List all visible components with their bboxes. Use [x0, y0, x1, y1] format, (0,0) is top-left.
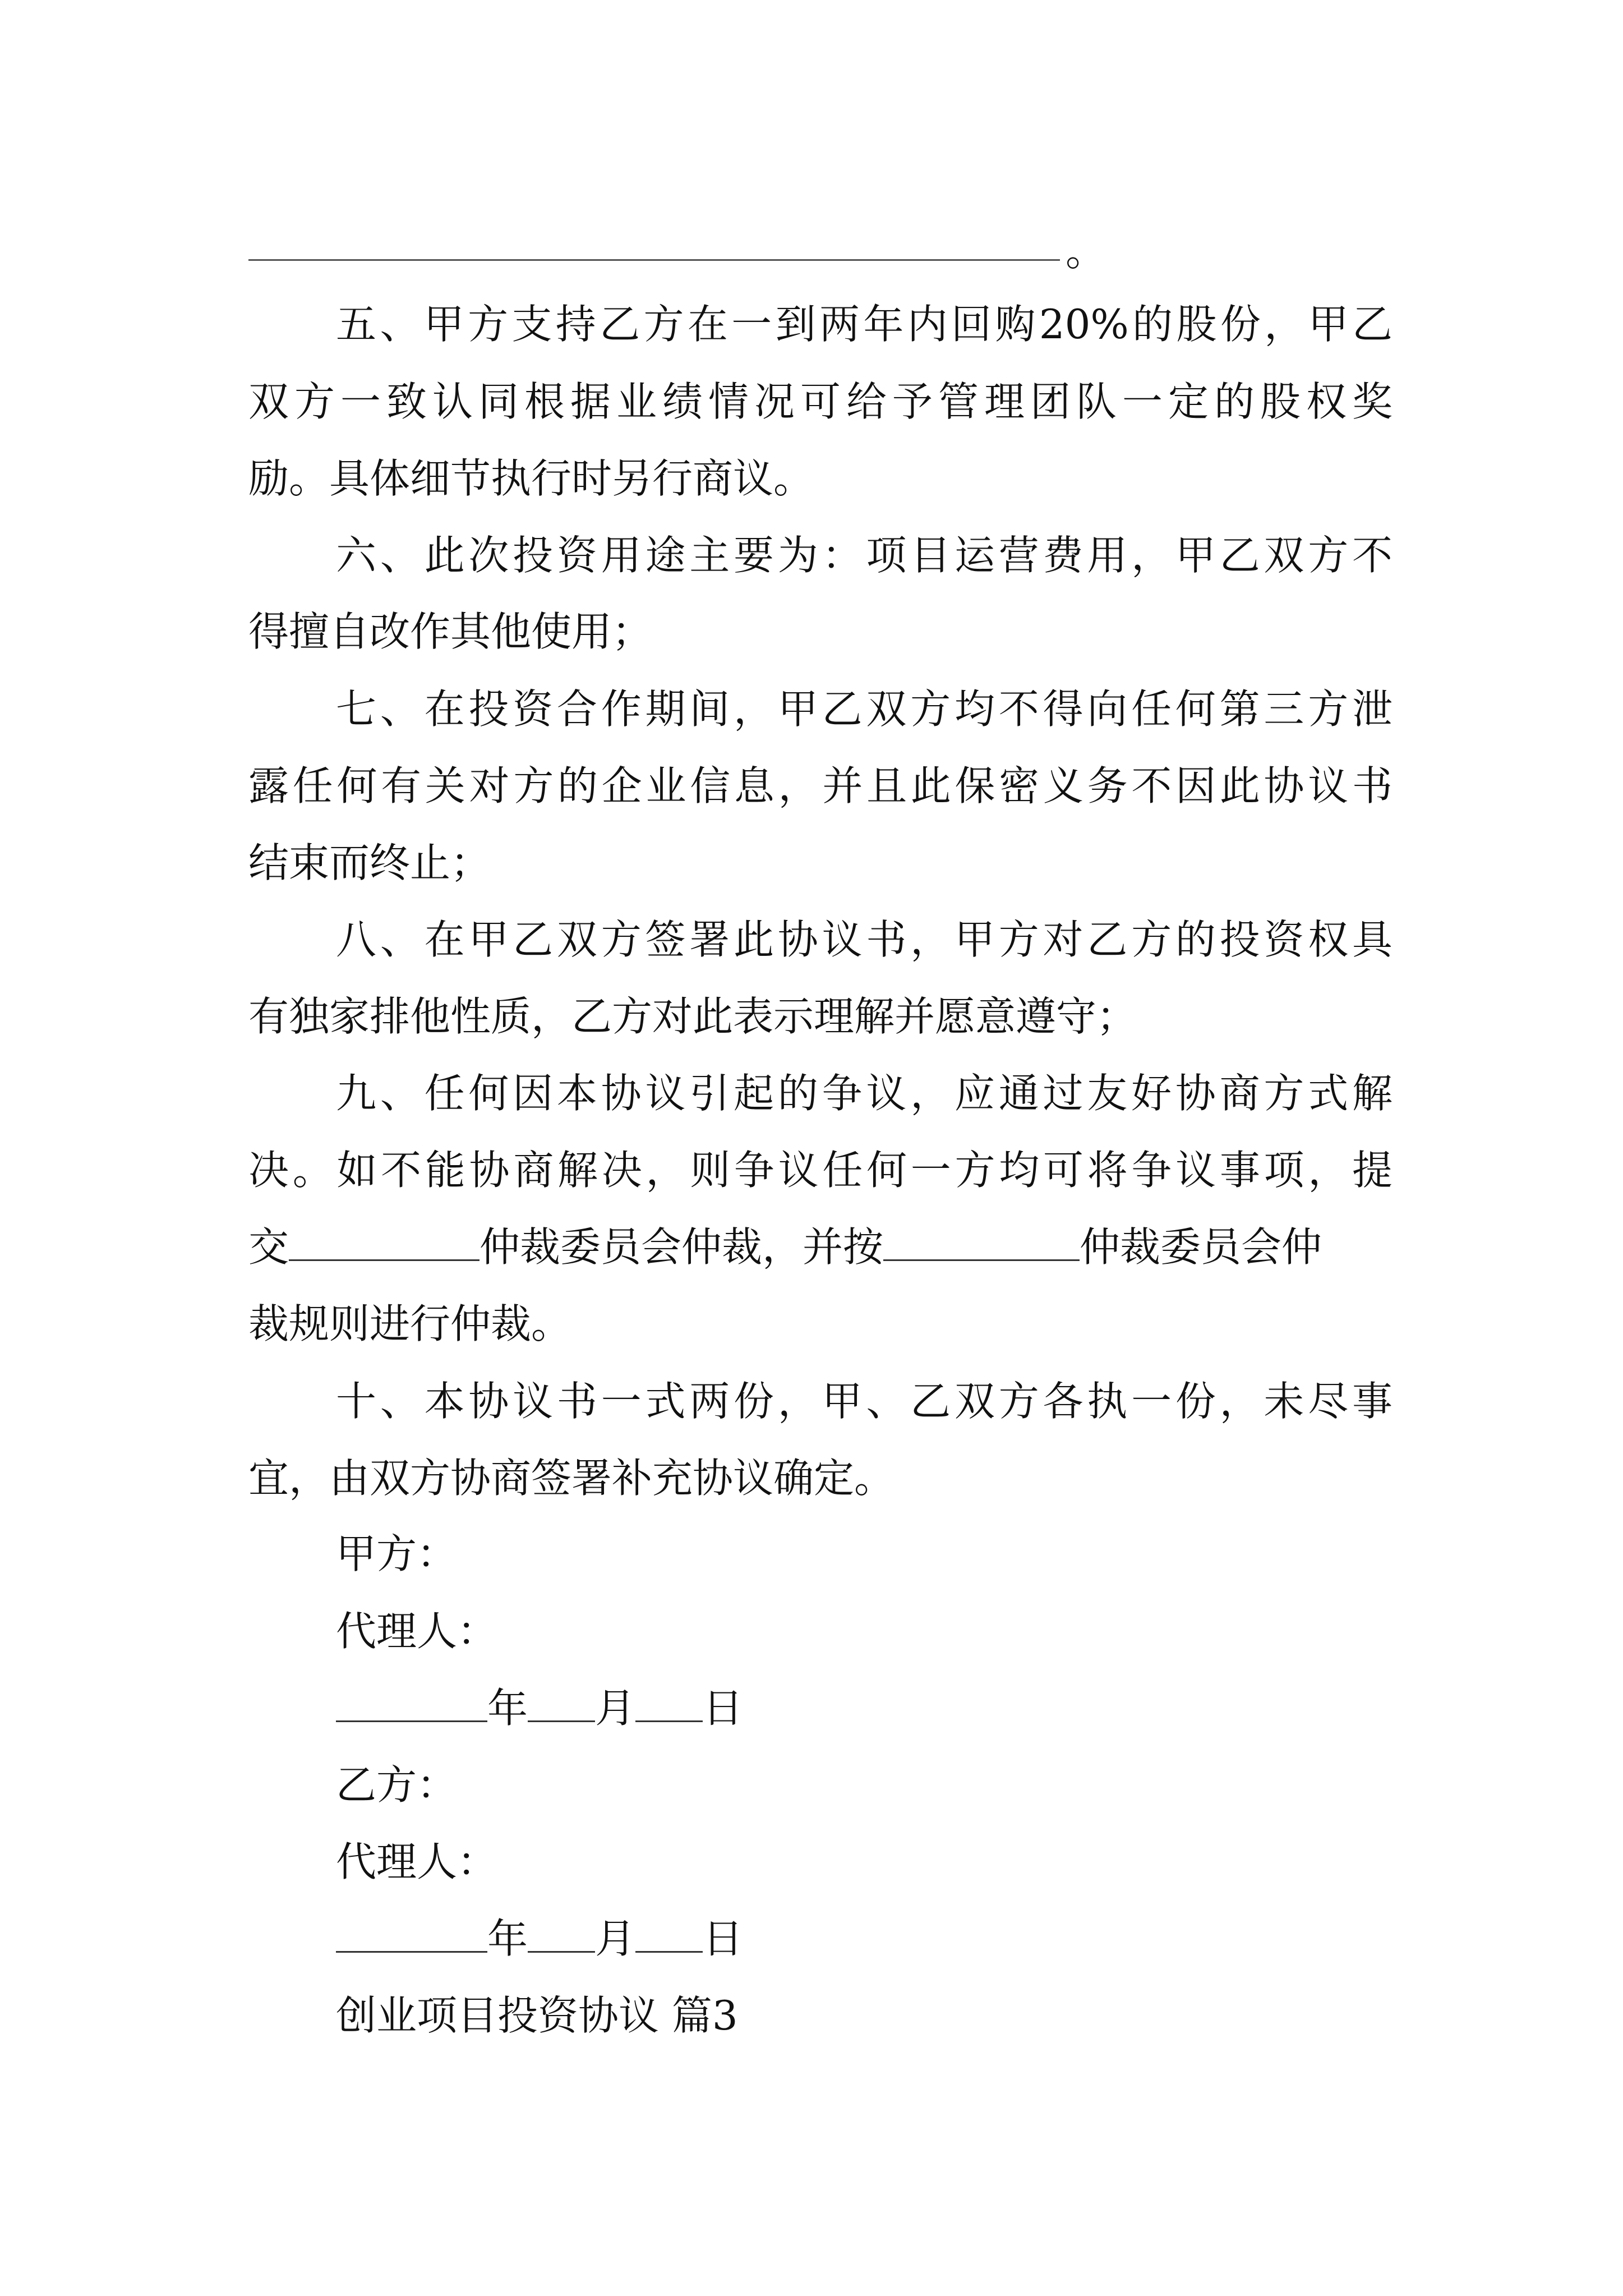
party-a-label: 甲方：: [336, 1530, 458, 1577]
clause-7-line-1: 七、在投资合作期间，甲乙双方均不得向任何第三方泄: [336, 685, 1393, 733]
fill-in-blank-line: [248, 259, 1060, 261]
clause-5-line-1: 五、甲方支持乙方在一到两年内回购20%的股份，甲乙: [336, 301, 1393, 348]
clause-9-text-c: 仲裁委员会仲: [1080, 1223, 1322, 1271]
year-blank: [336, 1687, 487, 1722]
day-label: 日: [703, 1685, 744, 1732]
clause-9-text-b: 仲裁委员会仲裁，并按: [479, 1223, 884, 1271]
clause-7-line-2: 露任何有关对方的企业信息，并且此保密义务不因此协议书: [248, 762, 1393, 809]
clause-10-line-1: 十、本协议书一式两份，甲、乙双方各执一份，未尽事: [336, 1378, 1393, 1425]
date-b-line: [336, 1912, 1393, 1966]
year-blank: [336, 1917, 487, 1953]
day-blank: [635, 1687, 703, 1722]
clause-6-line-2: 得擅自改作其他使用；: [248, 608, 653, 655]
clause-6-line-1: 六、此次投资用途主要为：项目运营费用，甲乙双方不: [336, 532, 1393, 579]
clause-5-line-3: 励。具体细节执行时另行商议。: [248, 455, 814, 502]
clause-5-line-2: 双方一致认同根据业绩情况可给予管理团队一定的股权奖: [248, 378, 1393, 425]
clause-9-text-a: 交: [248, 1223, 289, 1271]
day-blank: [635, 1917, 703, 1953]
arbitration-blank-1: [289, 1226, 479, 1261]
next-section-heading: 创业项目投资协议 篇3: [336, 1992, 738, 2039]
month-label: 月: [595, 1915, 636, 1962]
month-label: 月: [595, 1685, 636, 1732]
clause-10-line-2: 宜，由双方协商签署补充协议确定。: [248, 1455, 895, 1502]
year-label: 年: [487, 1685, 528, 1732]
month-blank: [528, 1687, 595, 1722]
day-label: 日: [703, 1915, 744, 1962]
clause-9-line-1: 九、任何因本协议引起的争议，应通过友好协商方式解: [336, 1070, 1393, 1117]
arbitration-blank-2: [883, 1226, 1080, 1261]
end-period: 。: [1066, 228, 1106, 275]
date-a-line: [336, 1681, 1393, 1735]
month-blank: [528, 1917, 595, 1953]
clause-7-line-3: 结束而终止；: [248, 839, 491, 886]
agent-a-label: 代理人：: [336, 1608, 498, 1655]
clause-9-line-4: 裁规则进行仲裁。: [248, 1300, 572, 1347]
party-b-label: 乙方：: [336, 1761, 458, 1809]
clause-9-line-2: 决。如不能协商解决，则争议任何一方均可将争议事项，提: [248, 1147, 1393, 1194]
clause-9-line-3: [248, 1220, 1393, 1274]
clause-8-line-2: 有独家排他性质，乙方对此表示理解并愿意遵守；: [248, 993, 1137, 1040]
year-label: 年: [487, 1915, 528, 1962]
agent-b-label: 代理人：: [336, 1838, 498, 1885]
clause-8-line-1: 八、在甲乙双方签署此协议书，甲方对乙方的投资权具: [336, 916, 1393, 963]
